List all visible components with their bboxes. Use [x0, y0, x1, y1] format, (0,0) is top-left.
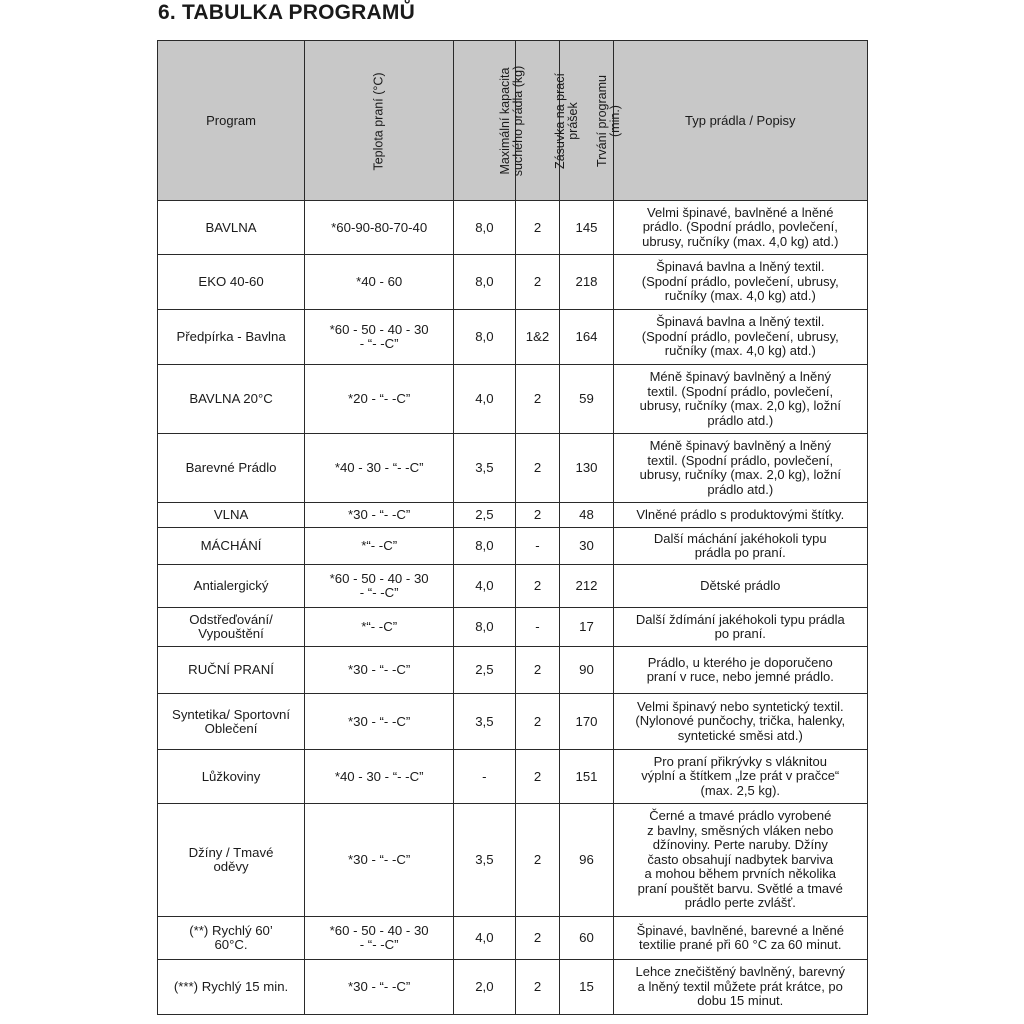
program-cell: BAVLNA 20°C: [158, 365, 305, 434]
duration-cell: 59: [560, 365, 613, 434]
capacity-cell: 3,5: [454, 434, 515, 503]
temperature-cell: *40 - 30 - “- -C”: [305, 750, 454, 804]
duration-cell: 96: [560, 804, 613, 917]
drawer-cell: 2: [515, 365, 560, 434]
table-row: [158, 608, 868, 647]
temperature-cell: *“- -C”: [305, 608, 454, 647]
temperature-cell: *30 - “- -C”: [305, 804, 454, 917]
drawer-cell: 2: [515, 201, 560, 255]
temperature-cell: *60-90-80-70-40: [305, 201, 454, 255]
table-body: [158, 201, 868, 1015]
temperature-cell: *60 - 50 - 40 - 30 - “- -C”: [305, 310, 454, 365]
program-cell: (**) Rychlý 60’ 60°C.: [158, 917, 305, 960]
header-program: Program: [158, 41, 305, 201]
program-cell: Barevné Prádlo: [158, 434, 305, 503]
drawer-cell: 2: [515, 917, 560, 960]
duration-cell: 60: [560, 917, 613, 960]
duration-cell: 130: [560, 434, 613, 503]
capacity-cell: -: [454, 750, 515, 804]
drawer-cell: 2: [515, 804, 560, 917]
temperature-cell: *30 - “- -C”: [305, 647, 454, 694]
drawer-cell: 2: [515, 750, 560, 804]
table-row: [158, 310, 868, 365]
capacity-cell: 3,5: [454, 804, 515, 917]
table-row: [158, 434, 868, 503]
temperature-cell: *“- -C”: [305, 528, 454, 565]
program-cell: Odstřeďování/ Vypouštění: [158, 608, 305, 647]
program-cell: Lůžkoviny: [158, 750, 305, 804]
drawer-cell: -: [515, 608, 560, 647]
table-row: [158, 750, 868, 804]
duration-cell: 90: [560, 647, 613, 694]
capacity-cell: 3,5: [454, 694, 515, 750]
description-cell: Lehce znečištěný bavlněný, barevný a lněný textil můžete prát krátce, po dobu 15 minut.: [613, 960, 867, 1015]
program-cell: Džíny / Tmavé oděvy: [158, 804, 305, 917]
program-cell: (***) Rychlý 15 min.: [158, 960, 305, 1015]
temperature-cell: *60 - 50 - 40 - 30 - “- -C”: [305, 565, 454, 608]
table-row: [158, 960, 868, 1015]
temperature-cell: *30 - “- -C”: [305, 694, 454, 750]
description-cell: Černé a tmavé prádlo vyrobené z bavlny, směsných vláken nebo džínoviny. Perte naruby. Džíny často obsahují nadbytek barviva a mohou během prvních několika praní pouštět barvu. Světlé a tmavé prádlo perte zvlášť.: [613, 804, 867, 917]
program-cell: Předpírka - Bavlna: [158, 310, 305, 365]
capacity-cell: 8,0: [454, 310, 515, 365]
drawer-cell: 2: [515, 434, 560, 503]
duration-cell: 170: [560, 694, 613, 750]
drawer-cell: 1&2: [515, 310, 560, 365]
program-table: [157, 40, 868, 1015]
capacity-cell: 4,0: [454, 365, 515, 434]
drawer-cell: 2: [515, 255, 560, 310]
program-cell: RUČNÍ PRANÍ: [158, 647, 305, 694]
drawer-cell: 2: [515, 503, 560, 528]
capacity-cell: 2,5: [454, 647, 515, 694]
capacity-cell: 8,0: [454, 255, 515, 310]
description-cell: Velmi špinavý nebo syntetický textil. (Nylonové punčochy, trička, halenky, syntetické směsi atd.): [613, 694, 867, 750]
description-cell: Prádlo, u kterého je doporučeno praní v ruce, nebo jemné prádlo.: [613, 647, 867, 694]
capacity-cell: 8,0: [454, 608, 515, 647]
capacity-cell: 8,0: [454, 201, 515, 255]
header-temperature-label: Teplota praní (°C): [371, 71, 386, 171]
drawer-cell: -: [515, 528, 560, 565]
program-cell: Antialergický: [158, 565, 305, 608]
header-capacity-label: Maximální kapacita suchého prádla (kg): [498, 65, 526, 176]
table-row: [158, 528, 868, 565]
duration-cell: 212: [560, 565, 613, 608]
duration-cell: 30: [560, 528, 613, 565]
header-capacity: [454, 41, 526, 201]
table-row: [158, 917, 868, 960]
description-cell: Méně špinavý bavlněný a lněný textil. (Spodní prádlo, povlečení, ubrusy, ručníky (max. 2,0 kg), ložní prádlo atd.): [613, 434, 867, 503]
program-cell: Syntetika/ Sportovní Oblečení: [158, 694, 305, 750]
temperature-cell: *20 - “- -C”: [305, 365, 454, 434]
description-cell: Vlněné prádlo s produktovými štítky.: [613, 503, 867, 528]
program-cell: BAVLNA: [158, 201, 305, 255]
program-cell: VLNA: [158, 503, 305, 528]
capacity-cell: 4,0: [454, 565, 515, 608]
duration-cell: 15: [560, 960, 613, 1015]
description-cell: Pro praní přikrývky s vláknitou výplní a štítkem „lze prát v pračce“ (max. 2,5 kg).: [613, 750, 867, 804]
duration-cell: 48: [560, 503, 613, 528]
temperature-cell: *60 - 50 - 40 - 30 - “- -C”: [305, 917, 454, 960]
duration-cell: 151: [560, 750, 613, 804]
drawer-cell: 2: [515, 694, 560, 750]
duration-cell: 145: [560, 201, 613, 255]
duration-cell: 218: [560, 255, 613, 310]
table-row: [158, 255, 868, 310]
table-row: [158, 201, 868, 255]
table-row: [158, 647, 868, 694]
capacity-cell: 2,0: [454, 960, 515, 1015]
capacity-cell: 8,0: [454, 528, 515, 565]
description-cell: Méně špinavý bavlněný a lněný textil. (Spodní prádlo, povlečení, ubrusy, ručníky (max. 2,0 kg), ložní prádlo atd.): [613, 365, 867, 434]
table-header-row: [158, 41, 868, 201]
header-drawer-label: Zásuvka na prací prášek: [552, 72, 580, 169]
table-row: [158, 804, 868, 917]
description-cell: Dětské prádlo: [613, 565, 867, 608]
table-row: [158, 365, 868, 434]
drawer-cell: 2: [515, 960, 560, 1015]
table-row: [158, 565, 868, 608]
program-cell: MÁCHÁNÍ: [158, 528, 305, 565]
drawer-cell: 2: [515, 647, 560, 694]
temperature-cell: *40 - 60: [305, 255, 454, 310]
duration-cell: 17: [560, 608, 613, 647]
description-cell: Špinavá bavlna a lněný textil. (Spodní prádlo, povlečení, ubrusy, ručníky (max. 4,0 kg) atd.): [613, 255, 867, 310]
description-cell: Další máchání jakéhokoli typu prádla po praní.: [613, 528, 867, 565]
temperature-cell: *30 - “- -C”: [305, 503, 454, 528]
table-row: [158, 694, 868, 750]
page-title: 6. TABULKA PROGRAMŮ: [158, 1, 415, 24]
duration-cell: 164: [560, 310, 613, 365]
description-cell: Velmi špinavé, bavlněné a lněné prádlo. (Spodní prádlo, povlečení, ubrusy, ručníky (max. 4,0 kg) atd.): [613, 201, 867, 255]
temperature-cell: *40 - 30 - “- -C”: [305, 434, 454, 503]
capacity-cell: 4,0: [454, 917, 515, 960]
table-row: [158, 503, 868, 528]
capacity-cell: 2,5: [454, 503, 515, 528]
header-description: Typ prádla / Popisy: [613, 41, 867, 201]
description-cell: Další ždímání jakéhokoli typu prádla po praní.: [613, 608, 867, 647]
header-temperature: [305, 41, 454, 201]
program-cell: EKO 40-60: [158, 255, 305, 310]
description-cell: Špinavá bavlna a lněný textil. (Spodní prádlo, povlečení, ubrusy, ručníky (max. 4,0 kg) atd.): [613, 310, 867, 365]
temperature-cell: *30 - “- -C”: [305, 960, 454, 1015]
description-cell: Špinavé, bavlněné, barevné a lněné textilie prané při 60 °C za 60 minut.: [613, 917, 867, 960]
header-duration-label: Trvání programu (min.): [595, 74, 623, 167]
drawer-cell: 2: [515, 565, 560, 608]
